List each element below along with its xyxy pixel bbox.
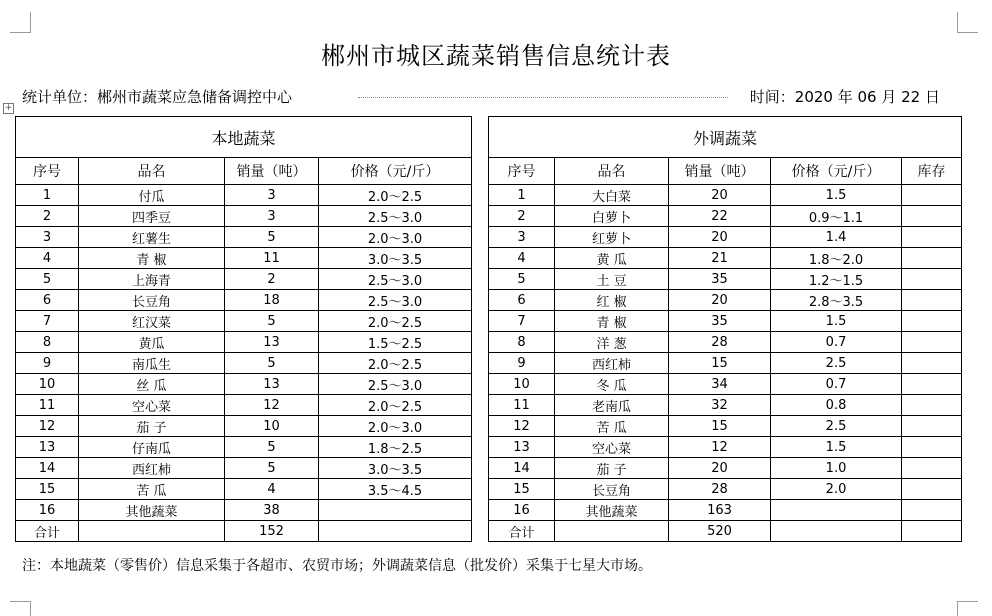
local-price: 2.5～3.0 (319, 374, 472, 395)
local-name: 黄瓜 (79, 332, 225, 353)
imported-price: 2.0 (771, 479, 902, 500)
local-qty: 5 (225, 227, 319, 248)
imported-seq: 5 (489, 269, 555, 290)
imported-price: 0.7 (771, 332, 902, 353)
imported-qty: 34 (669, 374, 771, 395)
local-name: 四季豆 (79, 206, 225, 227)
imported-qty: 20 (669, 458, 771, 479)
imported-qty: 15 (669, 353, 771, 374)
local-name: 其他蔬菜 (79, 500, 225, 521)
imported-name: 大白菜 (555, 185, 669, 206)
imported-stock (902, 395, 962, 416)
imported-stock (902, 311, 962, 332)
table-row (16, 374, 962, 395)
table-row (16, 248, 962, 269)
imported-qty: 20 (669, 185, 771, 206)
column-header-row (16, 158, 962, 185)
local-qty: 12 (225, 395, 319, 416)
local-seq: 5 (16, 269, 79, 290)
total-local-label: 合计 (16, 521, 79, 542)
imported-price: 1.0 (771, 458, 902, 479)
local-price: 3.5～4.5 (319, 479, 472, 500)
local-name: 仔南瓜 (79, 437, 225, 458)
header-imported-price: 价格（元/斤） (771, 158, 902, 185)
crop-mark-top-right (957, 12, 978, 33)
header-local-qty: 销量（吨） (225, 158, 319, 185)
local-seq: 9 (16, 353, 79, 374)
imported-qty: 35 (669, 311, 771, 332)
dot-leader (358, 97, 728, 98)
imported-qty: 35 (669, 269, 771, 290)
local-name: 上海青 (79, 269, 225, 290)
local-seq: 12 (16, 416, 79, 437)
local-price: 3.0～3.5 (319, 458, 472, 479)
table-row (16, 332, 962, 353)
imported-qty: 28 (669, 332, 771, 353)
imported-name: 土 豆 (555, 269, 669, 290)
table-move-handle-icon[interactable]: + (4, 103, 13, 113)
table-row (16, 206, 962, 227)
local-qty: 13 (225, 374, 319, 395)
imported-seq: 16 (489, 500, 555, 521)
imported-price: 0.8 (771, 395, 902, 416)
imported-stock (902, 248, 962, 269)
local-seq: 13 (16, 437, 79, 458)
header-local-name: 品名 (79, 158, 225, 185)
group-imported-cell: 外调蔬菜 (489, 117, 962, 158)
imported-seq: 14 (489, 458, 555, 479)
imported-seq: 9 (489, 353, 555, 374)
local-qty: 5 (225, 458, 319, 479)
local-qty: 5 (225, 437, 319, 458)
imported-name: 青 椒 (555, 311, 669, 332)
imported-name: 白萝卜 (555, 206, 669, 227)
total-row (16, 521, 962, 542)
local-name: 丝 瓜 (79, 374, 225, 395)
separator-column (472, 117, 489, 542)
imported-stock (902, 353, 962, 374)
imported-name: 红 椒 (555, 290, 669, 311)
local-name: 红薯生 (79, 227, 225, 248)
imported-name: 茄 子 (555, 458, 669, 479)
header-local-price: 价格（元/斤） (319, 158, 472, 185)
local-price: 2.0～2.5 (319, 395, 472, 416)
local-name: 茄 子 (79, 416, 225, 437)
imported-seq: 10 (489, 374, 555, 395)
imported-seq: 8 (489, 332, 555, 353)
header-imported-name: 品名 (555, 158, 669, 185)
local-name: 西红柿 (79, 458, 225, 479)
imported-seq: 2 (489, 206, 555, 227)
table-row (16, 311, 962, 332)
local-seq: 2 (16, 206, 79, 227)
imported-qty: 163 (669, 500, 771, 521)
imported-name: 黄 瓜 (555, 248, 669, 269)
total-imported-qty: 520 (669, 521, 771, 542)
crop-mark-bottom-right (957, 601, 978, 616)
imported-stock (902, 206, 962, 227)
total-imported-name (555, 521, 669, 542)
local-price: 1.8～2.5 (319, 437, 472, 458)
local-seq: 10 (16, 374, 79, 395)
local-price: 3.0～3.5 (319, 248, 472, 269)
local-seq: 1 (16, 185, 79, 206)
table-row (16, 290, 962, 311)
imported-seq: 11 (489, 395, 555, 416)
local-name: 付瓜 (79, 185, 225, 206)
local-price: 2.5～3.0 (319, 206, 472, 227)
imported-seq: 12 (489, 416, 555, 437)
local-price: 2.0～3.0 (319, 227, 472, 248)
imported-name: 西红柿 (555, 353, 669, 374)
imported-name: 长豆角 (555, 479, 669, 500)
imported-price: 1.4 (771, 227, 902, 248)
imported-price: 0.7 (771, 374, 902, 395)
local-qty: 10 (225, 416, 319, 437)
document-title: 郴州市城区蔬菜销售信息统计表 (321, 42, 671, 70)
imported-qty: 32 (669, 395, 771, 416)
imported-name: 老南瓜 (555, 395, 669, 416)
imported-qty: 21 (669, 248, 771, 269)
imported-seq: 13 (489, 437, 555, 458)
local-name: 空心菜 (79, 395, 225, 416)
imported-price (771, 500, 902, 521)
vegetable-sales-table (15, 116, 962, 542)
local-qty: 13 (225, 332, 319, 353)
local-price: 2.5～3.0 (319, 269, 472, 290)
imported-name: 其他蔬菜 (555, 500, 669, 521)
imported-qty: 28 (669, 479, 771, 500)
local-qty: 38 (225, 500, 319, 521)
total-local-name (79, 521, 225, 542)
imported-price: 2.5 (771, 416, 902, 437)
header-imported-seq: 序号 (489, 158, 555, 185)
imported-stock (902, 437, 962, 458)
local-seq: 14 (16, 458, 79, 479)
imported-price: 2.8～3.5 (771, 290, 902, 311)
imported-price: 1.2～1.5 (771, 269, 902, 290)
imported-name: 红萝卜 (555, 227, 669, 248)
local-price (319, 500, 472, 521)
imported-seq: 6 (489, 290, 555, 311)
imported-seq: 1 (489, 185, 555, 206)
table-row (16, 437, 962, 458)
table-row (16, 458, 962, 479)
imported-stock (902, 374, 962, 395)
imported-price: 0.9～1.1 (771, 206, 902, 227)
imported-qty: 20 (669, 227, 771, 248)
local-qty: 3 (225, 206, 319, 227)
total-imported-stock (902, 521, 962, 542)
group-local-cell: 本地蔬菜 (16, 117, 472, 158)
total-local-qty: 152 (225, 521, 319, 542)
meta-line (22, 86, 940, 108)
imported-stock (902, 227, 962, 248)
imported-seq: 4 (489, 248, 555, 269)
local-qty: 4 (225, 479, 319, 500)
local-price: 2.5～3.0 (319, 290, 472, 311)
imported-seq: 3 (489, 227, 555, 248)
total-local-price (319, 521, 472, 542)
imported-stock (902, 500, 962, 521)
imported-stock (902, 479, 962, 500)
table-row (16, 353, 962, 374)
local-name: 南瓜生 (79, 353, 225, 374)
table-row (16, 185, 962, 206)
local-name: 青 椒 (79, 248, 225, 269)
local-qty: 2 (225, 269, 319, 290)
imported-seq: 7 (489, 311, 555, 332)
table-row (16, 227, 962, 248)
local-name: 苦 瓜 (79, 479, 225, 500)
imported-price: 1.5 (771, 437, 902, 458)
imported-stock (902, 332, 962, 353)
table-row (16, 416, 962, 437)
crop-mark-bottom-left (10, 601, 31, 616)
header-imported-qty: 销量（吨） (669, 158, 771, 185)
imported-name: 苦 瓜 (555, 416, 669, 437)
local-seq: 8 (16, 332, 79, 353)
stat-unit: 统计单位：郴州市蔬菜应急储备调控中心 (22, 88, 293, 106)
local-price: 2.0～3.0 (319, 416, 472, 437)
total-imported-label: 合计 (489, 521, 555, 542)
imported-stock (902, 458, 962, 479)
imported-price: 1.8～2.0 (771, 248, 902, 269)
stat-date: 时间：2020 年 06 月 22 日 (749, 88, 940, 106)
local-seq: 15 (16, 479, 79, 500)
imported-name: 空心菜 (555, 437, 669, 458)
local-name: 长豆角 (79, 290, 225, 311)
local-qty: 5 (225, 353, 319, 374)
imported-stock (902, 416, 962, 437)
imported-price: 2.5 (771, 353, 902, 374)
local-price: 2.0～2.5 (319, 185, 472, 206)
imported-qty: 20 (669, 290, 771, 311)
local-seq: 7 (16, 311, 79, 332)
local-price: 2.0～2.5 (319, 311, 472, 332)
local-seq: 6 (16, 290, 79, 311)
table-row (16, 395, 962, 416)
header-local-seq: 序号 (16, 158, 79, 185)
crop-mark-top-left (10, 12, 31, 33)
table-row (16, 500, 962, 521)
local-qty: 18 (225, 290, 319, 311)
imported-stock (902, 290, 962, 311)
header-imported-stock: 库存 (902, 158, 962, 185)
local-price: 2.0～2.5 (319, 353, 472, 374)
imported-qty: 22 (669, 206, 771, 227)
group-header-row (16, 117, 962, 158)
table-row (16, 479, 962, 500)
local-seq: 4 (16, 248, 79, 269)
local-seq: 16 (16, 500, 79, 521)
imported-qty: 15 (669, 416, 771, 437)
imported-qty: 12 (669, 437, 771, 458)
imported-stock (902, 269, 962, 290)
imported-name: 冬 瓜 (555, 374, 669, 395)
imported-name: 洋 葱 (555, 332, 669, 353)
local-name: 红汉菜 (79, 311, 225, 332)
imported-seq: 15 (489, 479, 555, 500)
table-body (16, 117, 962, 542)
local-seq: 11 (16, 395, 79, 416)
local-qty: 3 (225, 185, 319, 206)
local-qty: 5 (225, 311, 319, 332)
local-price: 1.5～2.5 (319, 332, 472, 353)
imported-stock (902, 185, 962, 206)
imported-price: 1.5 (771, 311, 902, 332)
table-row (16, 269, 962, 290)
local-seq: 3 (16, 227, 79, 248)
local-qty: 11 (225, 248, 319, 269)
total-imported-price (771, 521, 902, 542)
imported-price: 1.5 (771, 185, 902, 206)
footnote: 注：本地蔬菜（零售价）信息采集于各超市、农贸市场；外调蔬菜信息（批发价）采集于七星大市场。 (22, 558, 652, 574)
